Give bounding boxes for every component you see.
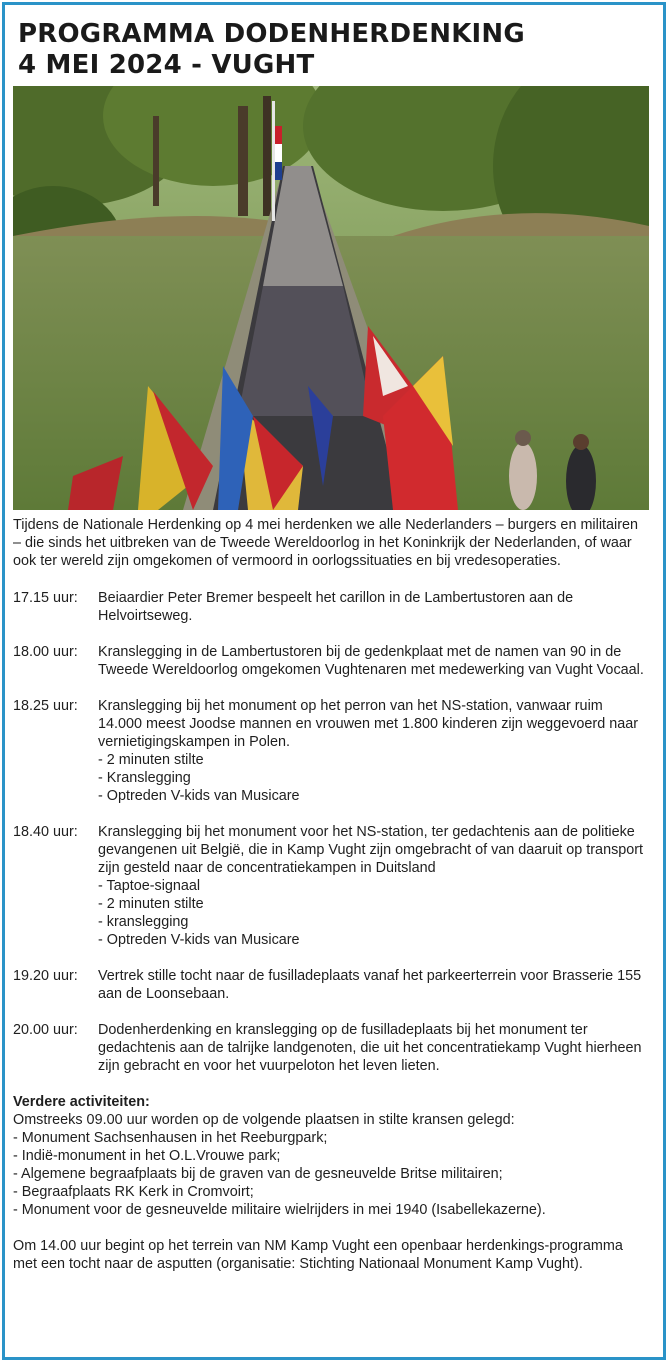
schedule-time: 20.00 uur: — [13, 1022, 78, 1038]
closing-text: Om 14.00 uur begint op het terrein van NM Kamp Vught een openbaar herdenkings-programma met een tocht naar de asputten (organisatie: Stichting Nationaal Monument Kamp Vught). — [13, 1238, 623, 1272]
page-title — [18, 19, 638, 81]
schedule-subitems — [98, 751, 649, 805]
schedule-subitem: - Optreden V-kids van Musicare — [98, 931, 649, 949]
schedule-text: Kranslegging bij het monument voor het NS-station, ter gedachtenis aan de politieke gevangenen uit België, die in Kamp Vught zijn omgebracht of van daaruit op transport zijn gesteld naar de concentratiekampen in Duitsland — [98, 824, 644, 876]
procession-illustration — [13, 86, 649, 510]
schedule-subitem: - kranslegging — [98, 913, 649, 931]
schedule-subitem: - Taptoe-signaal — [98, 877, 649, 895]
schedule-subitems — [98, 877, 649, 949]
schedule-time: 17.15 uur: — [13, 590, 78, 606]
schedule-time: 18.40 uur: — [13, 824, 78, 840]
schedule-text: Dodenherdenking en kranslegging op de fusilladeplaats bij het monument ter gedachtenis aan de talrijke landgenoten, die uit het concentratiekamp Vught hierheen zijn gebracht en voor het vuurpeloton het leven lieten. — [98, 1022, 642, 1074]
schedule-subitem: - 2 minuten stilte — [98, 895, 649, 913]
schedule-item — [13, 643, 649, 679]
title-line-1: PROGRAMMA DODENHERDENKING — [18, 19, 525, 49]
schedule-subitem: - Kranslegging — [98, 769, 649, 787]
schedule-time: 18.25 uur: — [13, 698, 78, 714]
program-body — [13, 516, 649, 1273]
schedule-text: Kranslegging bij het monument op het perron van het NS-station, vanwaar ruim 14.000 meest Joodse mannen en vrouwen met 1.800 kinderen zijn weggevoerd naar vernietigingskampen in Polen. — [98, 698, 638, 750]
schedule-time: 18.00 uur: — [13, 644, 78, 660]
activity-item: - Monument voor de gesneuvelde militaire wielrijders in mei 1940 (Isabellekazerne). — [13, 1201, 649, 1219]
more-activities-heading: Verdere activiteiten: — [13, 1094, 150, 1110]
activity-item: - Algemene begraafplaats bij de graven van de gesneuvelde Britse militairen; — [13, 1165, 649, 1183]
activity-item: - Begraafplaats RK Kerk in Cromvoirt; — [13, 1183, 649, 1201]
schedule-item — [13, 967, 649, 1003]
more-activities-list — [13, 1129, 649, 1219]
schedule-subitem: - 2 minuten stilte — [98, 751, 649, 769]
procession-photo — [13, 86, 649, 510]
activity-item: - Indië-monument in het O.L.Vrouwe park; — [13, 1147, 649, 1165]
schedule-item — [13, 1021, 649, 1075]
schedule-item — [13, 823, 649, 949]
title-line-2: 4 MEI 2024 - VUGHT — [18, 50, 315, 80]
schedule-item — [13, 697, 649, 805]
schedule-item — [13, 589, 649, 625]
intro-text: Tijdens de Nationale Herdenking op 4 mei herdenken we alle Nederlanders – burgers en militairen – die sinds het uitbreken van de Tweede Wereldoorlog in het Koninkrijk der Nederlanden, of waar ook ter wereld zijn omgekomen of vermoord in oorlogssituaties en bij vredesoperaties. — [13, 517, 639, 569]
schedule-subitem: - Optreden V-kids van Musicare — [98, 787, 649, 805]
schedule-text: Kranslegging in de Lambertustoren bij de gedenkplaat met de namen van 90 in de Tweede Wereldoorlog omgekomen Vughtenaren met medewerking van Vught Vocaal. — [98, 644, 644, 678]
activity-item: - Monument Sachsenhausen in het Reeburgpark; — [13, 1129, 649, 1147]
more-activities-lead: Omstreeks 09.00 uur worden op de volgende plaatsen in stilte kransen gelegd: — [13, 1112, 515, 1128]
schedule-text: Vertrek stille tocht naar de fusilladeplaats vanaf het parkeerterrein voor Brasserie 155 aan de Loonsebaan. — [98, 968, 642, 1002]
schedule-time: 19.20 uur: — [13, 968, 78, 984]
schedule-text: Beiaardier Peter Bremer bespeelt het carillon in de Lambertustoren aan de Helvoirtseweg. — [98, 590, 574, 624]
